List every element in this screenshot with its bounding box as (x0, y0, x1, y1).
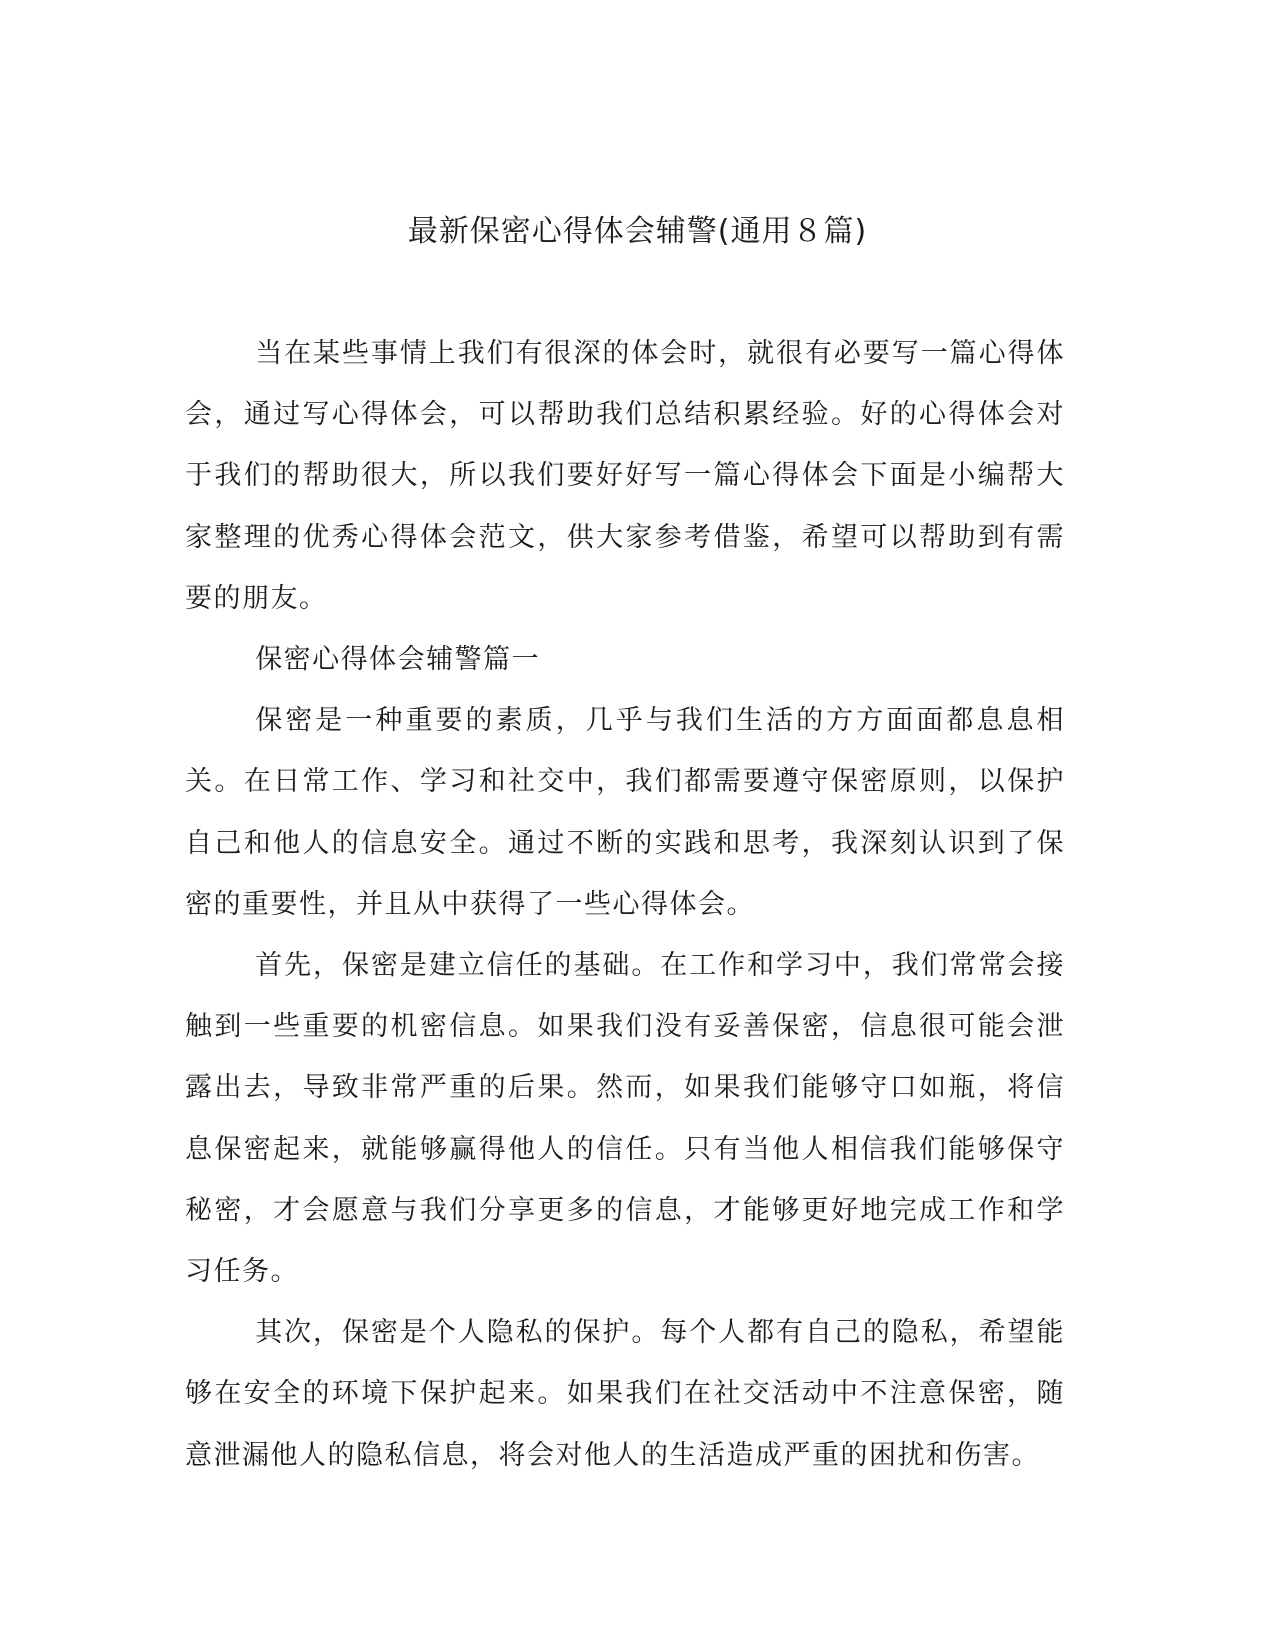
body-paragraph: 首先，保密是建立信任的基础。在工作和学习中，我们常常会接触到一些重要的机密信息。如果我们没有妥善保密，信息很可能会泄露出去，导致非常严重的后果。然而，如果我们能够守口如瓶，将信息保密起来，就能够赢得他人的信任。只有当他人相信我们能够保守秘密，才会愿意与我们分享更多的信息，才能够更好地完成工作和学习任务。 (185, 950, 1065, 1288)
intro-paragraph: 当在某些事情上我们有很深的体会时，就很有必要写一篇心得体会，通过写心得体会，可以帮助我们总结积累经验。好的心得体会对于我们的帮助很大，所以我们要好好写一篇心得体会下面是小编帮大家整理的优秀心得体会范文，供大家参考借鉴，希望可以帮助到有需要的朋友。 (185, 338, 1065, 614)
body-paragraph: 保密是一种重要的素质，几乎与我们生活的方方面面都息息相关。在日常工作、学习和社交中，我们都需要遵守保密原则，以保护自己和他人的信息安全。通过不断的实践和思考，我深刻认识到了保密的重要性，并且从中获得了一些心得体会。 (185, 705, 1065, 920)
body-paragraph: 其次，保密是个人隐私的保护。每个人都有自己的隐私，希望能够在安全的环境下保护起来。如果我们在社交活动中不注意保密，随意泄漏他人的隐私信息，将会对他人的生活造成严重的困扰和伤害。 (185, 1317, 1065, 1471)
document-body (185, 323, 1065, 1486)
section-heading: 保密心得体会辅警篇一 (255, 644, 541, 676)
document-title: 最新保密心得体会辅警(通用８篇) (407, 214, 868, 249)
